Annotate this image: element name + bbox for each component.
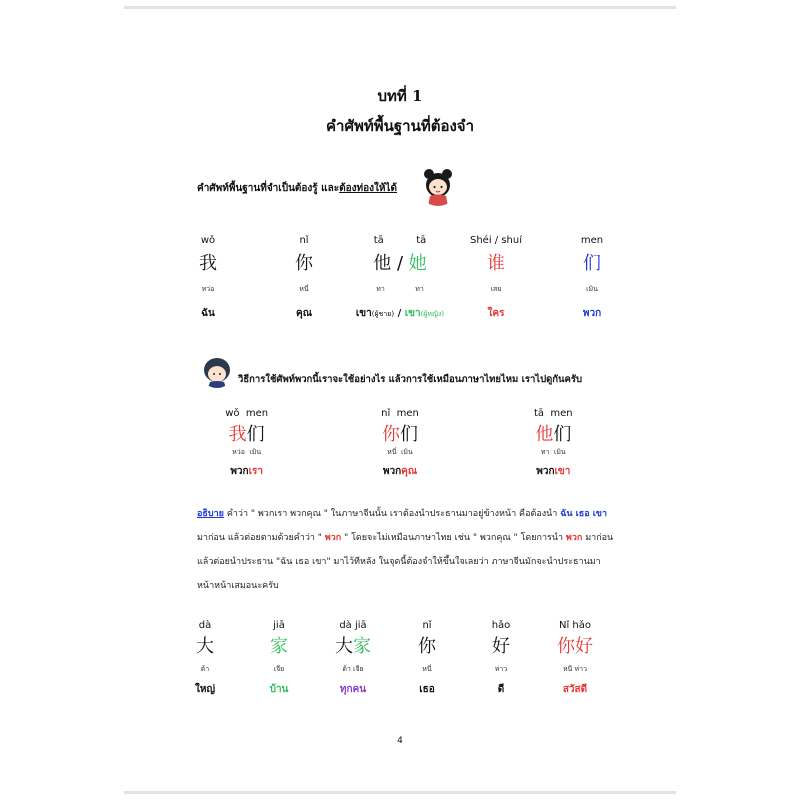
rtgs-dajia: ต้า เจีย: [342, 665, 364, 673]
meaning-ta-female: เขา: [404, 308, 421, 319]
pinyin-men: men: [245, 408, 269, 419]
rtgs-men: เมิน: [586, 285, 598, 293]
intro-text: คำศัพท์พื้นฐานที่จำเป็นต้องรู้ และ: [197, 183, 340, 194]
pronoun-hanzi-row: [160, 249, 640, 275]
girl-avatar-icon: [418, 166, 458, 206]
rtgs-ta-male: ทา: [376, 285, 385, 293]
hanzi-ni: 你: [418, 636, 436, 657]
hanzi-ni: 你: [295, 253, 313, 274]
plural-hanzi-women: [170, 420, 323, 446]
pinyin-men: men: [550, 408, 573, 419]
rtgs-men: เมิน: [249, 448, 262, 456]
suffix-khao: เขา: [554, 466, 571, 477]
pinyin-ni: nǐ: [381, 408, 391, 419]
greeting-rtgs-row: [168, 664, 612, 675]
plural-rtgs-tamen: [477, 447, 630, 458]
hanzi-ta: 他: [535, 424, 554, 445]
explanation-highlight1: ฉัน เธอ เขา: [560, 509, 608, 519]
hanzi-men: 们: [583, 253, 601, 274]
rtgs-jia: เจีย: [273, 665, 285, 673]
rtgs-ta: [352, 284, 448, 295]
rtgs-shei: เสย: [490, 285, 502, 293]
meaning-nihao: สวัสดี: [562, 684, 588, 695]
hanzi-wo: 我: [228, 424, 247, 445]
plural-meaning-nimen: [323, 464, 476, 479]
plural-pinyin-nimen: [323, 408, 476, 419]
explanation-line3: " โดยจะไม่เหมือนภาษาไทย เช่น " พวกคุณ " โดยการนำ: [341, 533, 566, 543]
note-male: (ผู้ชาย): [371, 310, 395, 318]
explanation-line1: คำว่า " พวกเรา พวกคุณ " ในภาษาจีนนั้น เราต้องนำประธานมาอยู่ข้างหน้า คือต้องนำ: [223, 509, 561, 519]
plural-rtgs-women: [170, 447, 323, 458]
suffix-khun: คุณ: [401, 466, 418, 477]
hanzi-shei: 谁: [487, 253, 505, 274]
meaning-ta: [352, 306, 448, 321]
greeting-meaning-row: [168, 682, 612, 697]
hanzi-nihao: 你好: [557, 636, 593, 657]
pronoun-pinyin-row: [160, 235, 640, 246]
explanation-line2: มาก่อน แล้วต่อยตามด้วยคำว่า ": [197, 533, 325, 543]
hanzi-hao: 好: [492, 636, 510, 657]
top-edge: [124, 6, 676, 9]
pinyin-ta: tā: [533, 408, 545, 419]
explanation-paragraph: [197, 502, 617, 598]
pinyin-wo: wǒ: [200, 235, 216, 246]
note-female: (ผู้หญิง): [420, 310, 445, 318]
intro-line: [197, 181, 397, 196]
rtgs-ni: หนี่: [387, 448, 397, 456]
pinyin-da: dà: [198, 620, 212, 631]
pinyin-shei: Shéi / shuí: [469, 235, 522, 246]
intro-underlined: ต้องท่องให้ได้: [339, 183, 397, 194]
pinyin-ni: nǐ: [299, 235, 309, 246]
meaning-ni: เธอ: [419, 684, 435, 695]
lesson-subtitle: คำศัพท์พื้นฐานที่ต้องจำ: [325, 117, 475, 135]
hanzi-jia: 家: [270, 636, 288, 657]
boy-avatar-icon: [200, 354, 234, 388]
pinyin-wo: wǒ: [225, 408, 240, 419]
rtgs-wo: หว่อ: [201, 285, 215, 293]
pinyin-ta-male: tā: [373, 235, 384, 246]
rtgs-ta: ทา: [540, 448, 550, 456]
suffix-rao: เรา: [248, 466, 263, 477]
slash-separator: /: [396, 253, 404, 274]
hanzi-da: 大: [335, 636, 353, 657]
rtgs-hao: ห่าว: [494, 665, 508, 673]
explanation-highlight2: พวก: [324, 533, 342, 543]
explanation-line4: มาก่อนแล้วต่อยนำประธาน "ฉัน เธอ เขา" มาไว้ทีหลัง ในจุดนี้ต้องจำให้ขึ้นใจเลยว่า ภาษาจีนมักจะนำประธานมาหน้าหน้าเสมอนะครับ: [197, 533, 614, 591]
hanzi-jia: 家: [353, 636, 371, 657]
hanzi-men: 们: [553, 424, 572, 445]
rtgs-ta-female: ทา: [415, 285, 424, 293]
prefix-phuak: พวก: [230, 466, 249, 477]
explanation-term: อธิบาย: [197, 509, 224, 519]
hanzi-da: 大: [196, 636, 214, 657]
explanation-highlight3: พวก: [565, 533, 583, 543]
plural-pinyin-row: [170, 408, 630, 419]
plural-meaning-row: [170, 464, 630, 479]
plural-pinyin-tamen: [477, 408, 630, 419]
pinyin-dajia: dà jiā: [339, 620, 367, 631]
pinyin-ta-female: tā: [416, 235, 427, 246]
meaning-shei: ใคร: [487, 308, 505, 319]
pronoun-meaning-row: [160, 306, 640, 321]
meaning-men: พวก: [582, 308, 602, 319]
plural-rtgs-nimen: [323, 447, 476, 458]
hanzi-ta: [352, 249, 448, 275]
rtgs-da: ต้า: [200, 665, 210, 673]
meaning-jia: บ้าน: [269, 684, 289, 695]
prefix-phuak: พวก: [382, 466, 402, 477]
rtgs-nihao: หนี ห่าว: [562, 665, 588, 673]
plural-rtgs-row: [170, 447, 630, 458]
bottom-edge: [124, 791, 676, 794]
hanzi-wo: 我: [199, 253, 217, 274]
pinyin-nihao: Nǐ hǎo: [558, 620, 592, 631]
plural-hanzi-tamen: [477, 420, 630, 446]
plural-pinyin-women: [170, 408, 323, 419]
hanzi-ta-male: 他: [373, 253, 392, 274]
meaning-dajia: ทุกคน: [339, 684, 367, 695]
meaning-ta-male: เขา: [355, 308, 372, 319]
pronoun-rtgs-row: [160, 284, 640, 295]
meaning-wo: ฉัน: [201, 308, 215, 319]
page-number: 4: [397, 736, 403, 746]
pinyin-men: men: [396, 408, 419, 419]
hanzi-men: 们: [399, 424, 418, 445]
rtgs-wo: หว่อ: [232, 448, 245, 456]
meaning-ni: คุณ: [296, 308, 312, 319]
rtgs-men: เมิน: [553, 448, 566, 456]
pinyin-ni: nǐ: [422, 620, 432, 631]
rtgs-men: เมิน: [401, 448, 413, 456]
rtgs-ni: หนี่: [422, 665, 432, 673]
pinyin-men: men: [580, 235, 604, 246]
how-to-line: วิธีการใช้ศัพท์พวกนี้เราจะใช้อย่างไร แล้วการใช้เหมือนภาษาไทยไหม เราไปดูกันครับ: [238, 374, 583, 385]
pinyin-jia: jiā: [273, 620, 285, 631]
hanzi-ni: 你: [381, 424, 400, 445]
prefix-phuak: พวก: [536, 466, 555, 477]
plural-hanzi-nimen: [323, 420, 476, 446]
pinyin-ta: [352, 235, 448, 246]
plural-meaning-tamen: [477, 464, 630, 479]
greeting-hanzi-row: [168, 632, 612, 658]
rtgs-ni: หนี่: [299, 285, 309, 293]
pinyin-hao: hǎo: [491, 620, 511, 631]
slash-separator: /: [397, 308, 405, 319]
meaning-da: ใหญ่: [195, 684, 215, 695]
plural-hanzi-row: [170, 420, 630, 446]
hanzi-ta-female: 她: [408, 253, 427, 274]
greeting-pinyin-row: [168, 620, 612, 631]
plural-meaning-women: [170, 464, 323, 479]
lesson-title: บทที่ 1: [377, 87, 423, 105]
hanzi-men: 们: [246, 424, 265, 445]
hanzi-dajia: [316, 632, 390, 658]
meaning-hao: ดี: [497, 684, 505, 695]
